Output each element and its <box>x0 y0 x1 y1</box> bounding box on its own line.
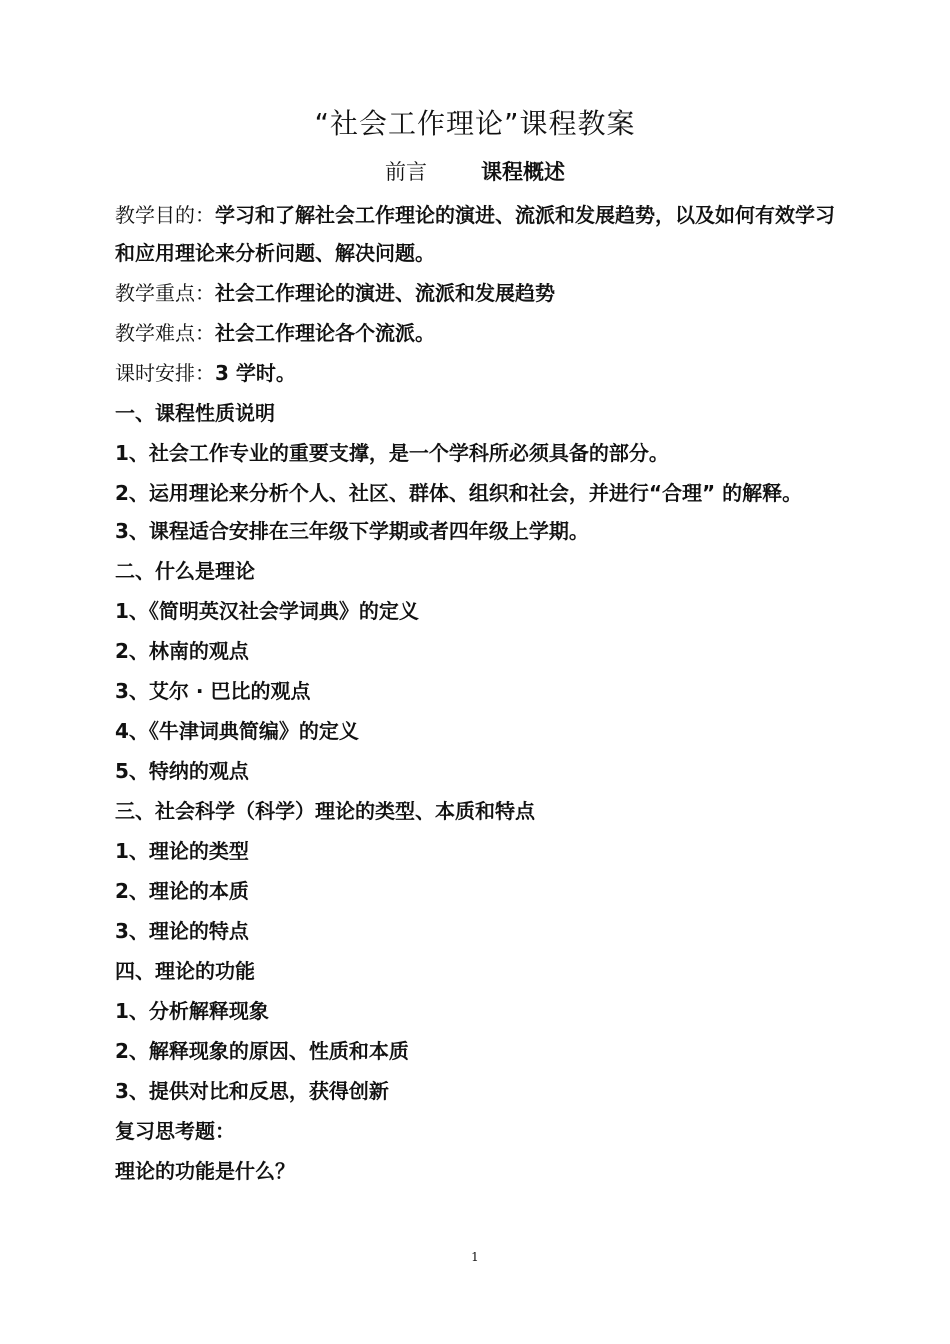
heading-3: 三、社会科学（科学）理论的类型、本质和特点 <box>115 799 535 823</box>
meta-objective <box>115 196 845 272</box>
list-item: 4、《牛津词典简编》的定义 <box>115 719 359 743</box>
list-item: 2、理论的本质 <box>115 879 249 903</box>
list-item: 1、《简明英汉社会学词典》的定义 <box>115 599 419 623</box>
meta-label: 教学难点： <box>115 321 215 345</box>
meta-hours <box>115 354 845 394</box>
list-item: 1、社会工作专业的重要支撑，是一个学科所必须具备的部分。 <box>115 441 669 465</box>
list-item: 1、理论的类型 <box>115 839 249 863</box>
meta-difficulties <box>115 314 845 354</box>
list-item: 3、理论的特点 <box>115 919 249 943</box>
section-title: 课程概述 <box>481 160 565 184</box>
meta-value: 社会工作理论的演进、流派和发展趋势 <box>215 281 555 305</box>
document-title: “社会工作理论”课程教案 <box>314 107 636 140</box>
review-question: 理论的功能是什么？ <box>115 1159 295 1183</box>
meta-label: 课时安排： <box>115 361 215 385</box>
meta-key-points <box>115 274 845 314</box>
review-heading: 复习思考题： <box>115 1119 235 1143</box>
meta-label: 教学重点： <box>115 281 215 305</box>
heading-4: 四、理论的功能 <box>115 959 255 983</box>
list-item: 3、提供对比和反思，获得创新 <box>115 1079 389 1103</box>
document-body <box>115 196 845 1192</box>
section-prefix: 前言 <box>385 160 427 184</box>
list-item: 5、特纳的观点 <box>115 759 249 783</box>
meta-label: 教学目的： <box>115 203 215 227</box>
list-item: 2、林南的观点 <box>115 639 249 663</box>
list-item: 3、课程适合安排在三年级下学期或者四年级上学期。 <box>115 519 589 543</box>
page-number: 1 <box>471 1250 479 1264</box>
section-heading <box>0 156 950 188</box>
heading-1: 一、课程性质说明 <box>115 401 275 425</box>
heading-2: 二、什么是理论 <box>115 559 255 583</box>
list-item: 2、解释现象的原因、性质和本质 <box>115 1039 409 1063</box>
list-item: 2、运用理论来分析个人、社区、群体、组织和社会，并进行“合理” 的解释。 <box>115 481 803 505</box>
list-item: 1、分析解释现象 <box>115 999 269 1023</box>
list-item: 3、艾尔 · 巴比的观点 <box>115 679 311 703</box>
meta-value: 3 学时。 <box>215 361 296 385</box>
meta-value: 社会工作理论各个流派。 <box>215 321 435 345</box>
meta-value: 学习和了解社会工作理论的演进、流派和发展趋势，以及如何有效学习和应用理论来分析问题、解决问题。 <box>115 203 835 265</box>
